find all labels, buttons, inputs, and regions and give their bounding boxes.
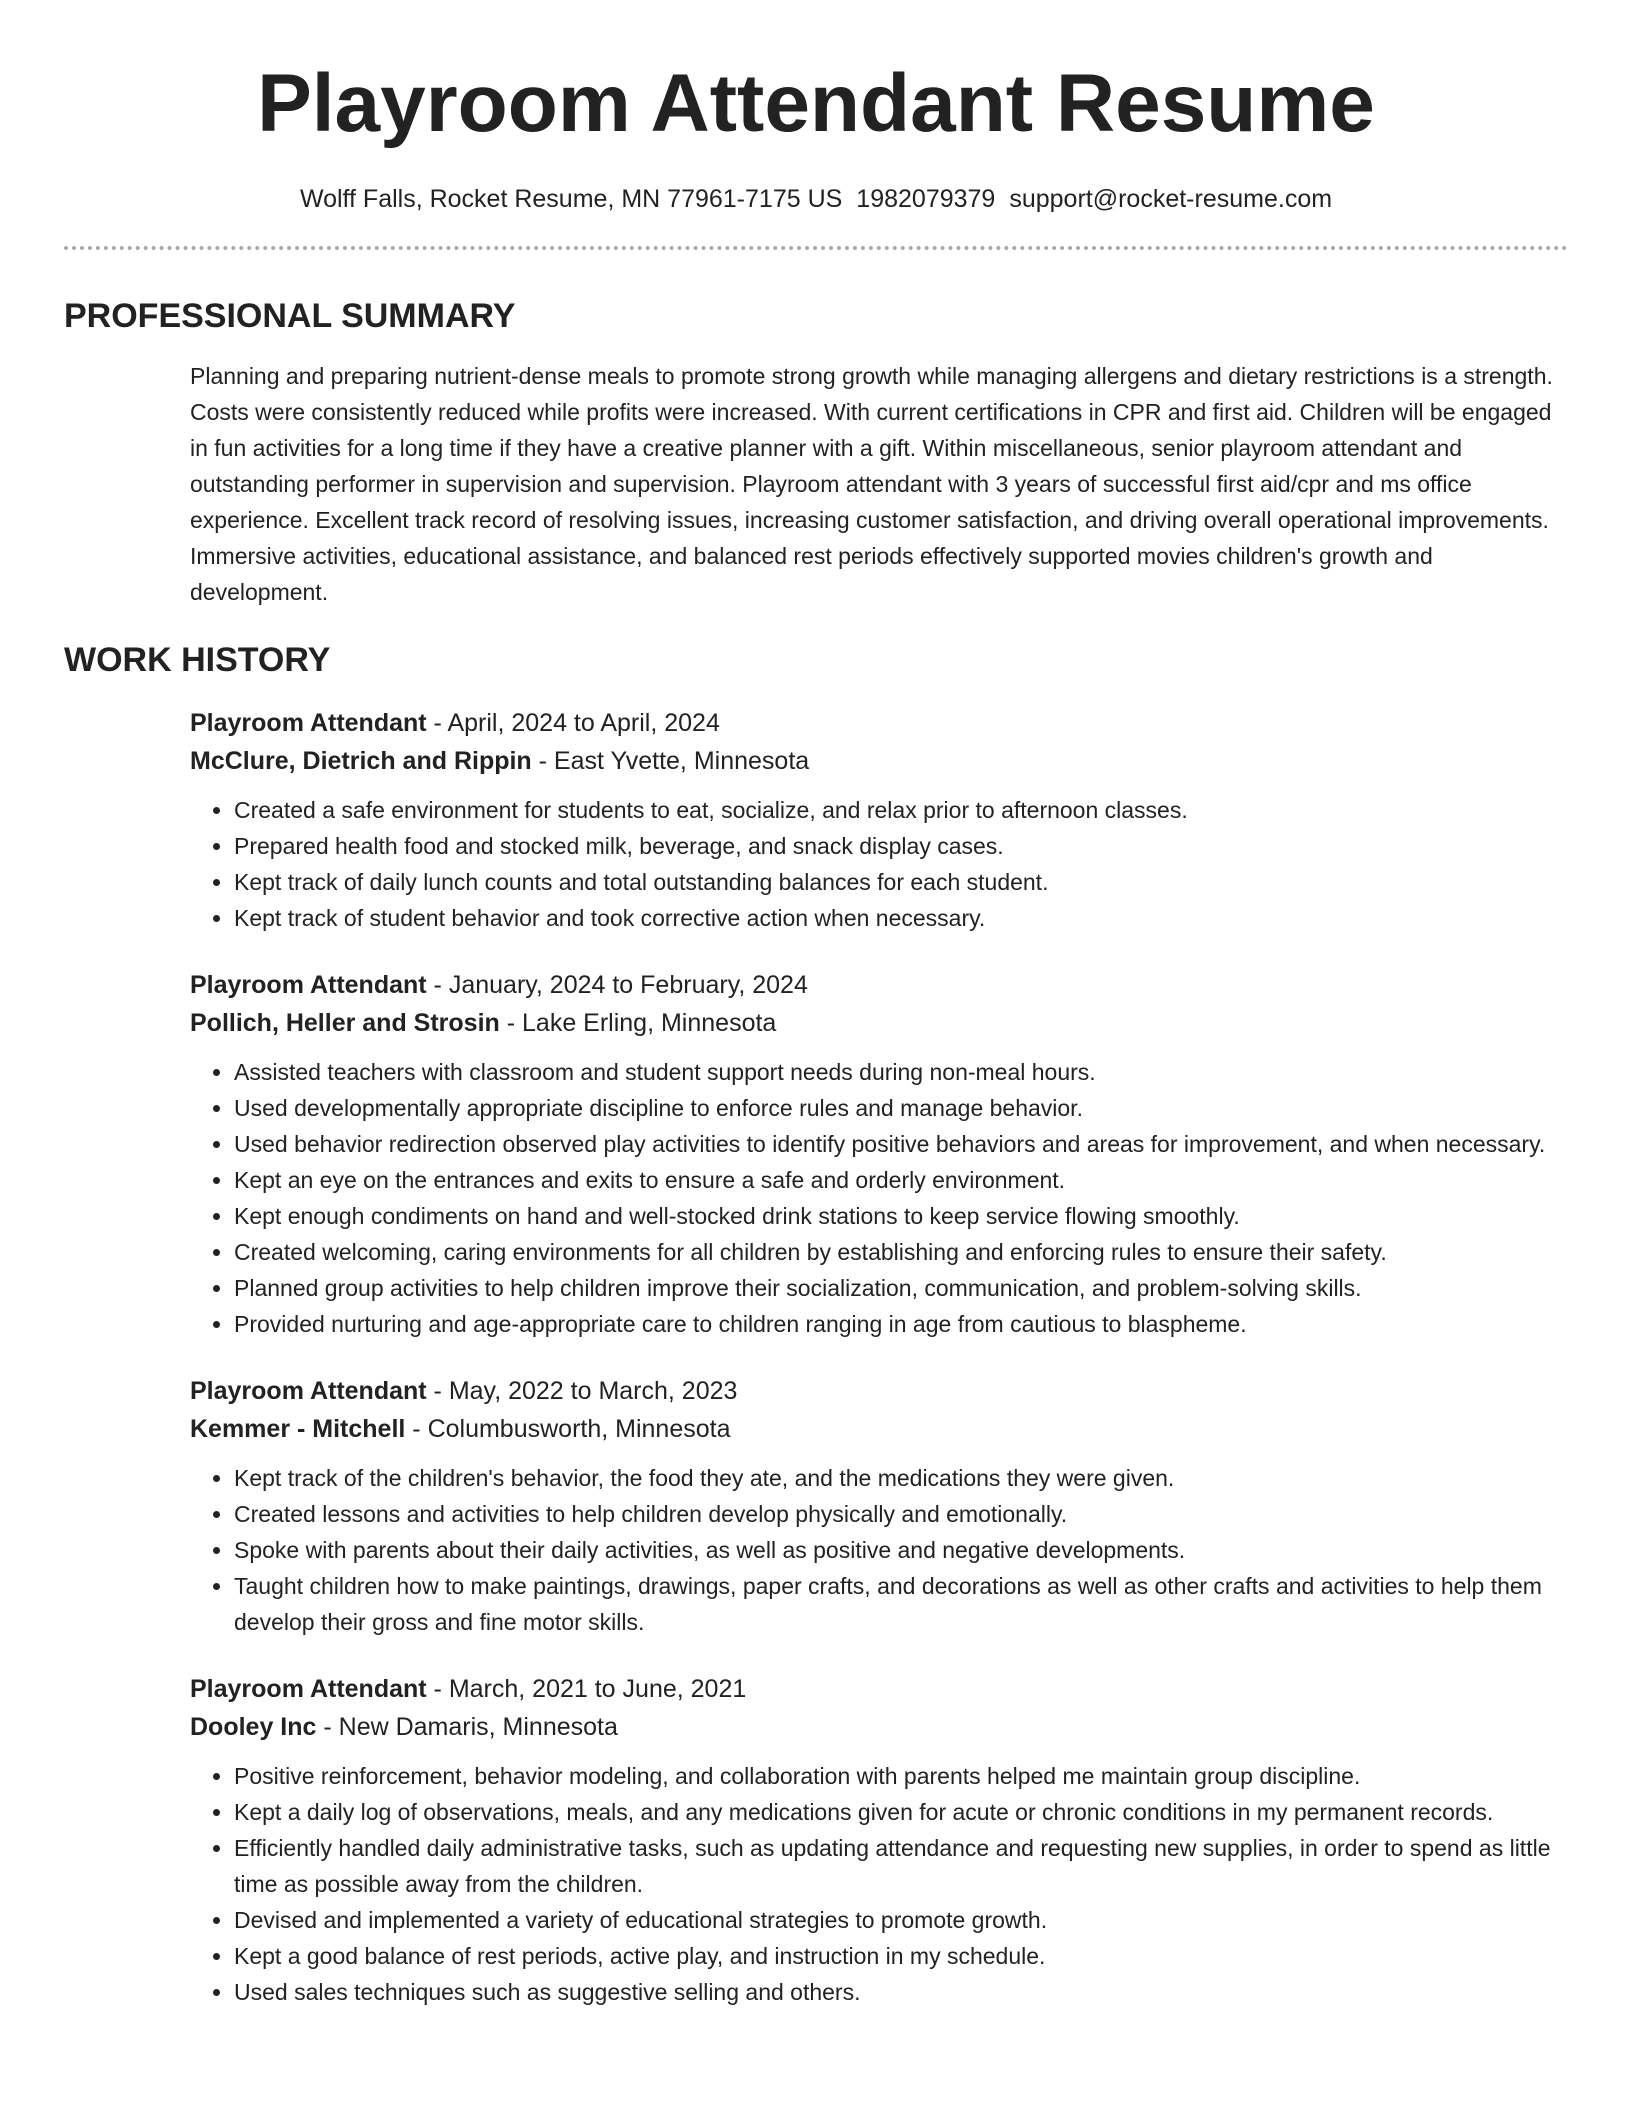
job-entry	[190, 1670, 1568, 2010]
separator: -	[426, 971, 449, 999]
contact-line	[64, 182, 1568, 216]
bullet-item: • Kept enough condiments on hand and well-stocked drink stations to keep service flowing smoothly.	[234, 1198, 1568, 1234]
job-location: Lake Erling, Minnesota	[522, 1009, 777, 1037]
bullet-item: • Created lessons and activities to help children develop physically and emotionally.	[234, 1496, 1568, 1532]
job-title: Playroom Attendant	[190, 1675, 427, 1703]
work-history-heading: WORK HISTORY	[64, 641, 331, 679]
job-bullets	[190, 1758, 1568, 2010]
job-company-line	[190, 1004, 1568, 1042]
job-dates: May, 2022 to March, 2023	[448, 1377, 738, 1405]
separator: -	[426, 1377, 449, 1405]
job-title: Playroom Attendant	[190, 1377, 427, 1405]
bullet-item: • Created welcoming, caring environments for all children by establishing and enforcing rules to ensure their safety.	[234, 1234, 1568, 1270]
contact-phone: 1982079379	[856, 185, 996, 213]
job-company-line	[190, 742, 1568, 780]
bullet-item: • Used behavior redirection observed play activities to identify positive behaviors and areas for improvement, and when necessary.	[234, 1126, 1568, 1162]
bullet-item: • Devised and implemented a variety of educational strategies to promote growth.	[234, 1902, 1568, 1938]
job-title: Playroom Attendant	[190, 971, 427, 999]
job-title-line	[190, 704, 1568, 742]
summary-text: Planning and preparing nutrient-dense meals to promote strong growth while managing allergens and dietary restrictions is a strength. Costs were consistently reduced while profits were increased. With current certifications in CPR and first aid. Children will be engaged in fun activities for a long time if they have a creative planner with a gift. Within miscellaneous, senior playroom attendant and outstanding performer in supervision and supervision. Playroom attendant with 3 years of successful first aid/cpr and ms office experience. Excellent track record of resolving issues, increasing customer satisfaction, and driving overall operational improvements. Immersive activities, educational assistance, and balanced rest periods effectively supported movies children's growth and development.	[190, 363, 1553, 605]
job-dates: April, 2024 to April, 2024	[447, 709, 720, 737]
job-title: Playroom Attendant	[190, 709, 427, 737]
separator: -	[499, 1009, 523, 1037]
bullet-item: • Efficiently handled daily administrative tasks, such as updating attendance and requesting new supplies, in order to spend as little time as possible away from the children.	[234, 1830, 1568, 1902]
bullet-item: • Kept an eye on the entrances and exits to ensure a safe and orderly environment.	[234, 1162, 1568, 1198]
bullet-item: • Kept track of student behavior and took corrective action when necessary.	[234, 900, 1568, 936]
job-location: Columbusworth, Minnesota	[427, 1415, 731, 1443]
bullet-item: • Used developmentally appropriate discipline to enforce rules and manage behavior.	[234, 1090, 1568, 1126]
work-history-list	[64, 704, 1568, 2010]
job-company: Pollich, Heller and Strosin	[190, 1009, 500, 1037]
job-dates: January, 2024 to February, 2024	[448, 971, 808, 999]
bullet-item: • Positive reinforcement, behavior modeling, and collaboration with parents helped me maintain group discipline.	[234, 1758, 1568, 1794]
job-entry	[190, 704, 1568, 936]
separator: -	[405, 1415, 428, 1443]
summary-heading: PROFESSIONAL SUMMARY	[64, 297, 516, 335]
bullet-item: • Kept a daily log of observations, meals, and any medications given for acute or chronic conditions in my permanent records.	[234, 1794, 1568, 1830]
header-divider	[64, 246, 1568, 250]
bullet-item: • Kept track of daily lunch counts and total outstanding balances for each student.	[234, 864, 1568, 900]
separator: -	[316, 1713, 339, 1741]
job-title-line	[190, 1670, 1568, 1708]
job-entry	[190, 1372, 1568, 1640]
job-bullets	[190, 792, 1568, 936]
job-location: East Yvette, Minnesota	[553, 747, 810, 775]
job-company: Kemmer - Mitchell	[190, 1415, 406, 1443]
job-company-line	[190, 1410, 1568, 1448]
bullet-item: • Assisted teachers with classroom and student support needs during non-meal hours.	[234, 1054, 1568, 1090]
contact-address: Wolff Falls, Rocket Resume, MN 77961-7175 US	[299, 185, 843, 213]
job-bullets	[190, 1460, 1568, 1640]
separator: -	[426, 709, 448, 737]
resume-page	[64, 0, 1568, 2010]
job-title-line	[190, 1372, 1568, 1410]
separator: -	[531, 747, 554, 775]
bullet-item: • Provided nurturing and age-appropriate care to children ranging in age from cautious to blaspheme.	[234, 1306, 1568, 1342]
bullet-item: • Planned group activities to help children improve their socialization, communication, and problem-solving skills.	[234, 1270, 1568, 1306]
job-title-line	[190, 966, 1568, 1004]
resume-title: Playroom Attendant Resume	[257, 58, 1375, 149]
bullet-item: • Kept track of the children's behavior, the food they ate, and the medications they were given.	[234, 1460, 1568, 1496]
contact-email: support@rocket-resume.com	[1009, 185, 1333, 213]
job-company: Dooley Inc	[190, 1713, 317, 1741]
bullet-item: • Taught children how to make paintings, drawings, paper crafts, and decorations as well as other crafts and activities to help them develop their gross and fine motor skills.	[234, 1568, 1568, 1640]
bullet-item: • Used sales techniques such as suggestive selling and others.	[234, 1974, 1568, 2010]
job-company-line	[190, 1708, 1568, 1746]
bullet-item: • Prepared health food and stocked milk, beverage, and snack display cases.	[234, 828, 1568, 864]
job-location: New Damaris, Minnesota	[338, 1713, 618, 1741]
bullet-item: • Kept a good balance of rest periods, active play, and instruction in my schedule.	[234, 1938, 1568, 1974]
bullet-item: • Created a safe environment for students to eat, socialize, and relax prior to afternoon classes.	[234, 792, 1568, 828]
job-bullets	[190, 1054, 1568, 1342]
job-entry	[190, 966, 1568, 1342]
job-company: McClure, Dietrich and Rippin	[190, 747, 532, 775]
separator: -	[426, 1675, 449, 1703]
job-dates: March, 2021 to June, 2021	[448, 1675, 747, 1703]
bullet-item: • Spoke with parents about their daily activities, as well as positive and negative developments.	[234, 1532, 1568, 1568]
